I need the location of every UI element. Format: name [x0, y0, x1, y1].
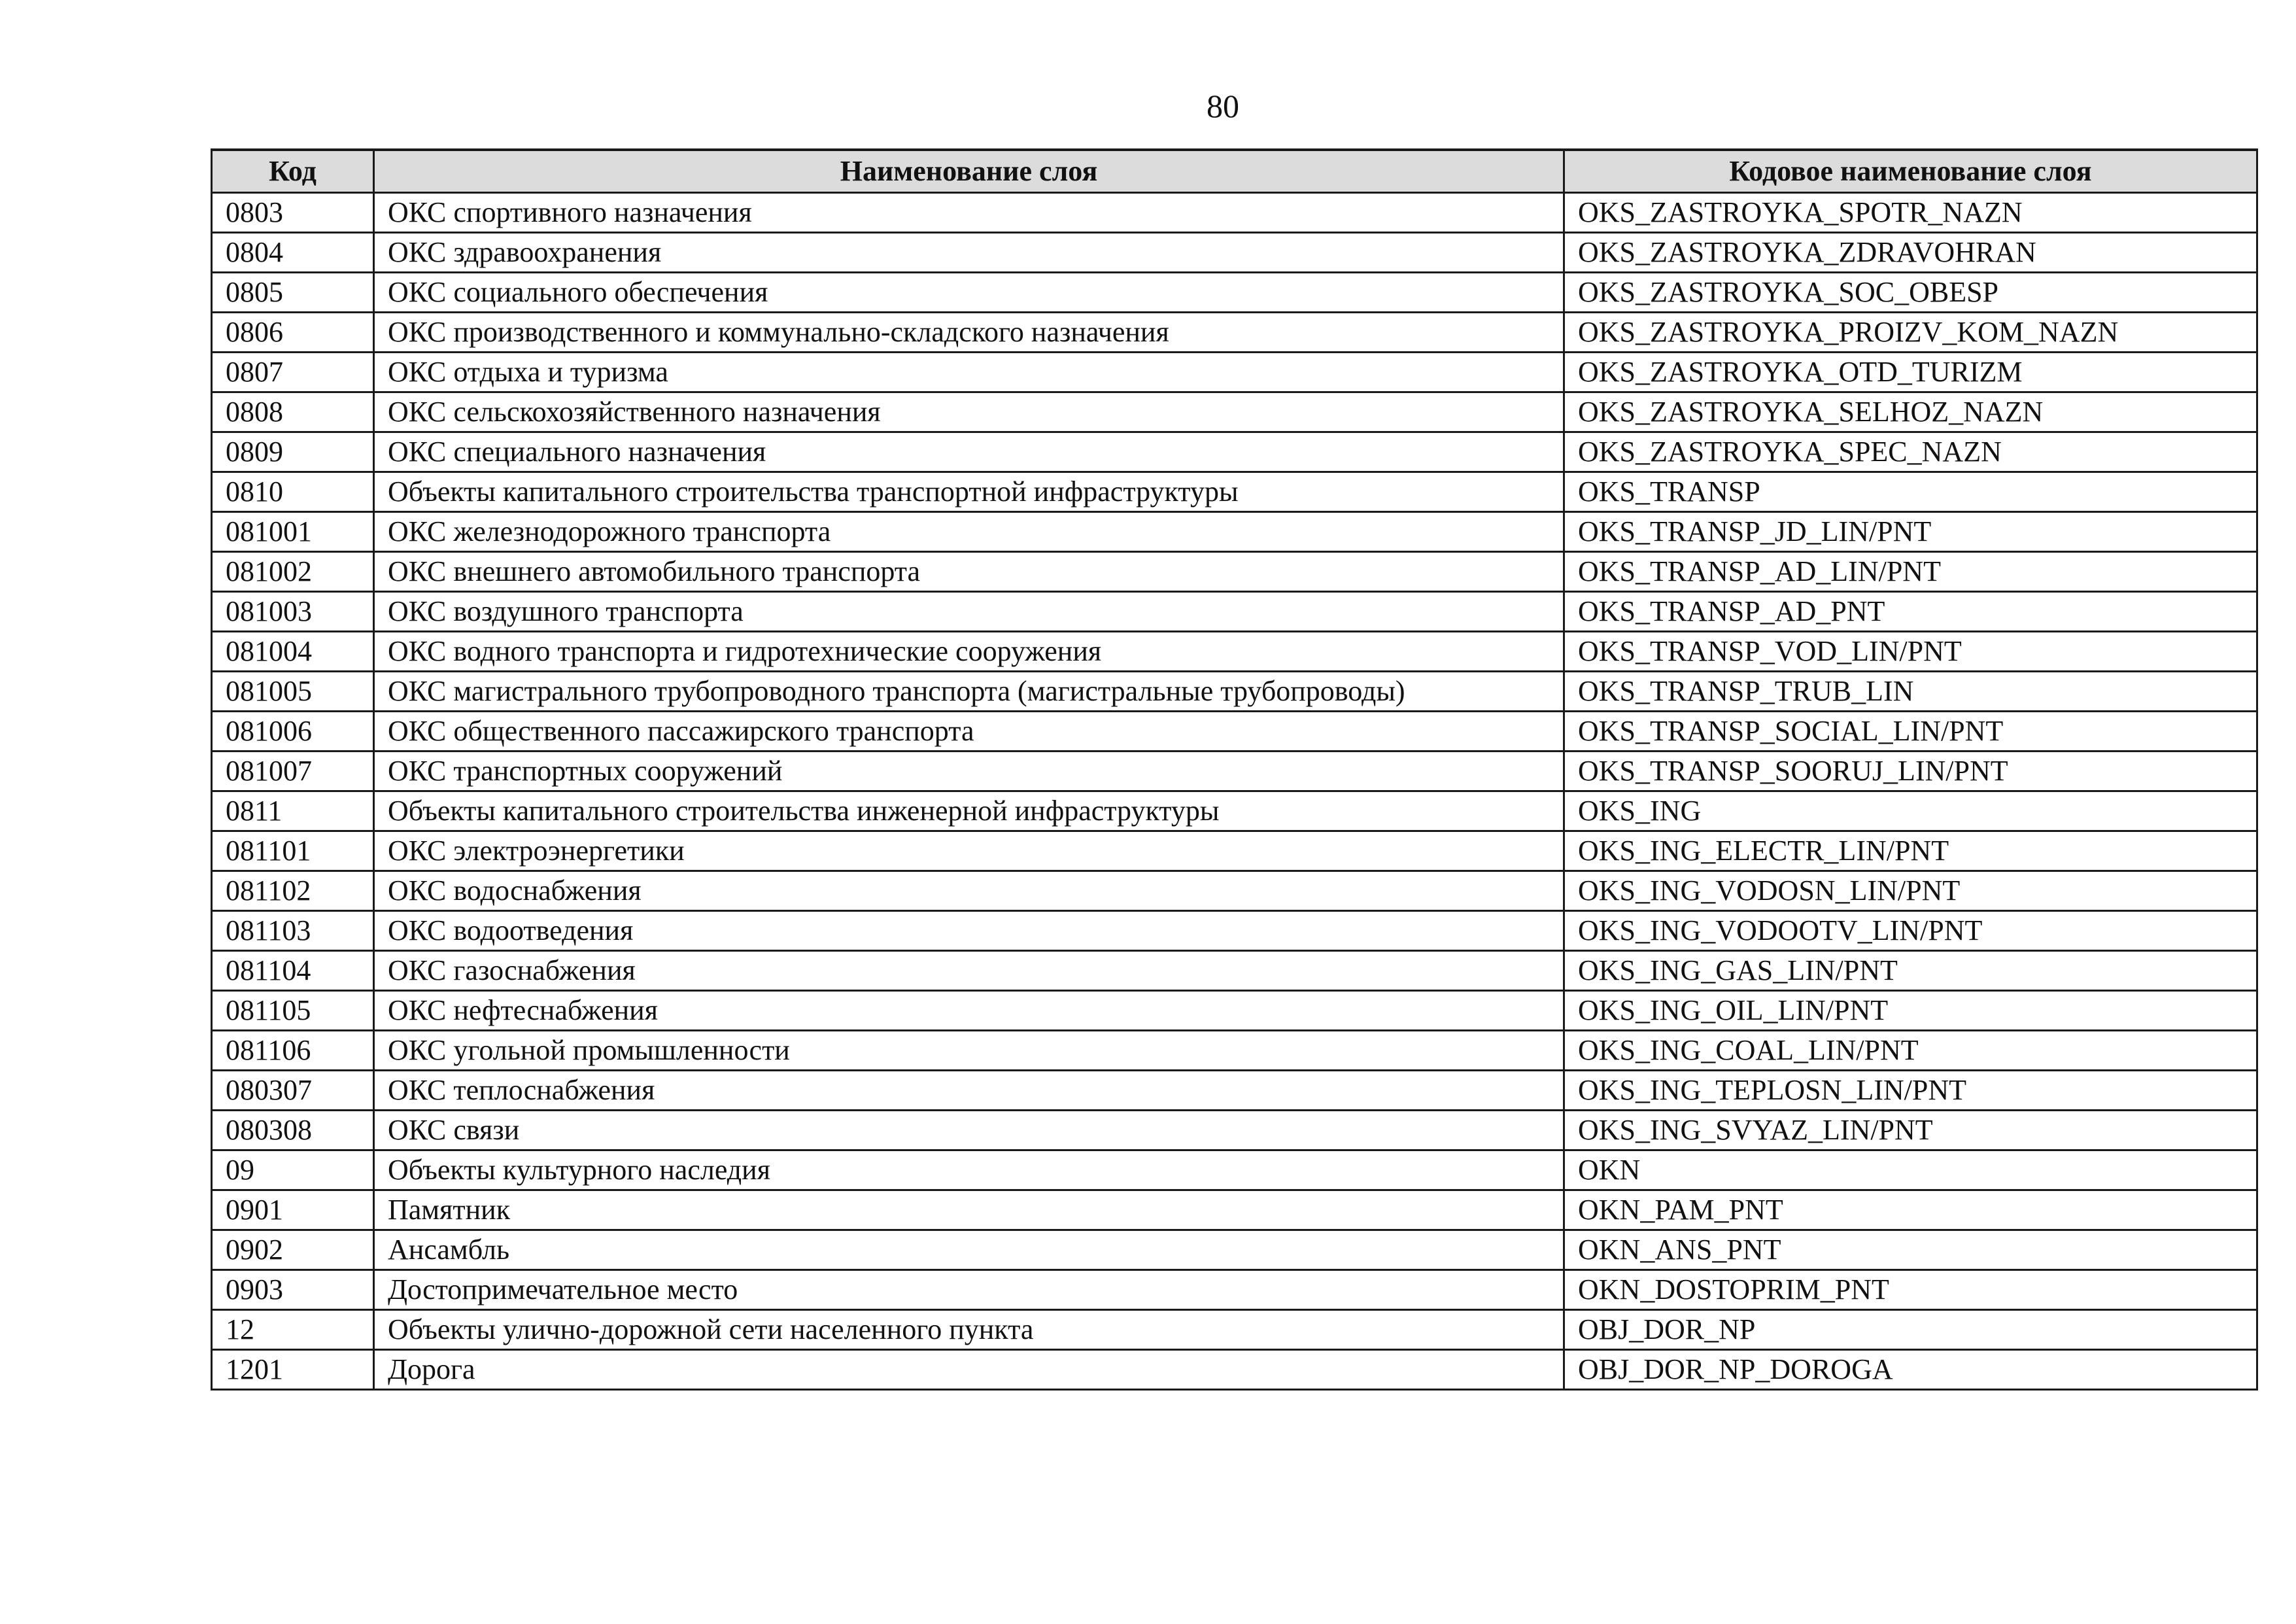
cell-layer-name: ОКС спортивного назначения	[374, 193, 1564, 233]
cell-layer-name: ОКС магистрального трубопроводного транспорта (магистральные трубопроводы)	[374, 672, 1564, 712]
layers-table	[211, 148, 2258, 1391]
table-row	[212, 273, 2257, 313]
cell-layer-code: OKS_TRANSP	[1564, 472, 2257, 512]
table-row	[212, 592, 2257, 632]
cell-layer-code: OKS_ZASTROYKA_SPEC_NAZN	[1564, 432, 2257, 472]
cell-layer-name: ОКС железнодорожного транспорта	[374, 512, 1564, 552]
cell-layer-code: OKN_DOSTOPRIM_PNT	[1564, 1270, 2257, 1310]
table-row	[212, 672, 2257, 712]
cell-code: 0806	[212, 313, 374, 353]
cell-layer-name: ОКС водоотведения	[374, 911, 1564, 951]
cell-layer-code: OKS_ZASTROYKA_PROIZV_KOM_NAZN	[1564, 313, 2257, 353]
cell-code: 0811	[212, 791, 374, 831]
cell-layer-name: Достопримечательное место	[374, 1270, 1564, 1310]
cell-layer-code: OKS_ZASTROYKA_SPOTR_NAZN	[1564, 193, 2257, 233]
cell-layer-name: ОКС социального обеспечения	[374, 273, 1564, 313]
cell-layer-code: OKS_ING_GAS_LIN/PNT	[1564, 951, 2257, 991]
cell-code: 0809	[212, 432, 374, 472]
cell-layer-name: ОКС внешнего автомобильного транспорта	[374, 552, 1564, 592]
table-row	[212, 1270, 2257, 1310]
table-body	[212, 193, 2257, 1390]
cell-layer-code: OKS_ING_COAL_LIN/PNT	[1564, 1031, 2257, 1071]
cell-layer-code: OKS_ING_VODOOTV_LIN/PNT	[1564, 911, 2257, 951]
cell-code: 081002	[212, 552, 374, 592]
table-row	[212, 1031, 2257, 1071]
table-row	[212, 1190, 2257, 1230]
cell-code: 0805	[212, 273, 374, 313]
table-row	[212, 871, 2257, 911]
cell-layer-name: ОКС сельскохозяйственного назначения	[374, 392, 1564, 432]
cell-code: 12	[212, 1310, 374, 1350]
table-row	[212, 911, 2257, 951]
cell-code: 081001	[212, 512, 374, 552]
cell-layer-code: OKN_ANS_PNT	[1564, 1230, 2257, 1270]
cell-layer-name: ОКС связи	[374, 1111, 1564, 1150]
cell-code: 081101	[212, 831, 374, 871]
cell-layer-code: OKS_ING_TEPLOSN_LIN/PNT	[1564, 1071, 2257, 1111]
cell-layer-name: ОКС угольной промышленности	[374, 1031, 1564, 1071]
cell-code: 081103	[212, 911, 374, 951]
cell-layer-name: Объекты улично-дорожной сети населенного пункта	[374, 1310, 1564, 1350]
table-row	[212, 1310, 2257, 1350]
table-row	[212, 472, 2257, 512]
cell-layer-code: OKS_ING_VODOSN_LIN/PNT	[1564, 871, 2257, 911]
cell-layer-name: ОКС газоснабжения	[374, 951, 1564, 991]
cell-code: 081007	[212, 752, 374, 791]
table-row	[212, 712, 2257, 752]
cell-layer-name: Объекты капитального строительства инженерной инфраструктуры	[374, 791, 1564, 831]
table-row	[212, 512, 2257, 552]
cell-layer-name: Памятник	[374, 1190, 1564, 1230]
cell-layer-code: OKS_ZASTROYKA_SELHOZ_NAZN	[1564, 392, 2257, 432]
cell-layer-code: OKS_TRANSP_SOORUJ_LIN/PNT	[1564, 752, 2257, 791]
table-row	[212, 353, 2257, 392]
cell-layer-code: OKS_ZASTROYKA_ZDRAVOHRAN	[1564, 233, 2257, 273]
table-row	[212, 233, 2257, 273]
cell-code: 0902	[212, 1230, 374, 1270]
cell-layer-code: OBJ_DOR_NP_DOROGA	[1564, 1350, 2257, 1390]
cell-code: 09	[212, 1150, 374, 1190]
cell-layer-name: ОКС отдыха и туризма	[374, 353, 1564, 392]
table-row	[212, 991, 2257, 1031]
table-row	[212, 1071, 2257, 1111]
cell-layer-name: ОКС специального назначения	[374, 432, 1564, 472]
cell-code: 081106	[212, 1031, 374, 1071]
cell-layer-code: OKS_ZASTROYKA_OTD_TURIZM	[1564, 353, 2257, 392]
cell-layer-name: Объекты культурного наследия	[374, 1150, 1564, 1190]
cell-code: 0903	[212, 1270, 374, 1310]
table-row	[212, 1350, 2257, 1390]
table-row	[212, 791, 2257, 831]
cell-code: 0807	[212, 353, 374, 392]
cell-layer-code: OKS_ING_ELECTR_LIN/PNT	[1564, 831, 2257, 871]
cell-layer-code: OKS_TRANSP_AD_LIN/PNT	[1564, 552, 2257, 592]
table-row	[212, 831, 2257, 871]
table-row	[212, 432, 2257, 472]
cell-layer-name: ОКС воздушного транспорта	[374, 592, 1564, 632]
cell-code: 0808	[212, 392, 374, 432]
cell-layer-code: OKS_TRANSP_AD_PNT	[1564, 592, 2257, 632]
cell-code: 081006	[212, 712, 374, 752]
cell-layer-name: ОКС электроэнергетики	[374, 831, 1564, 871]
table-row	[212, 552, 2257, 592]
cell-layer-code: OKS_ING_OIL_LIN/PNT	[1564, 991, 2257, 1031]
cell-code: 0804	[212, 233, 374, 273]
cell-code: 080308	[212, 1111, 374, 1150]
cell-code: 0803	[212, 193, 374, 233]
cell-layer-name: ОКС водоснабжения	[374, 871, 1564, 911]
cell-code: 081102	[212, 871, 374, 911]
table-row	[212, 752, 2257, 791]
cell-layer-code: OKN	[1564, 1150, 2257, 1190]
table-row	[212, 1230, 2257, 1270]
table-row	[212, 193, 2257, 233]
cell-code: 081105	[212, 991, 374, 1031]
cell-layer-name: ОКС теплоснабжения	[374, 1071, 1564, 1111]
cell-layer-name: Дорога	[374, 1350, 1564, 1390]
cell-code: 081004	[212, 632, 374, 672]
cell-code: 081005	[212, 672, 374, 712]
cell-layer-code: OKS_ZASTROYKA_SOC_OBESP	[1564, 273, 2257, 313]
cell-code: 1201	[212, 1350, 374, 1390]
header-layer-name: Наименование слоя	[374, 150, 1564, 193]
cell-layer-code: OBJ_DOR_NP	[1564, 1310, 2257, 1350]
cell-layer-code: OKS_TRANSP_VOD_LIN/PNT	[1564, 632, 2257, 672]
cell-code: 0901	[212, 1190, 374, 1230]
cell-layer-name: ОКС водного транспорта и гидротехнические сооружения	[374, 632, 1564, 672]
table-header-row	[212, 150, 2257, 193]
cell-layer-code: OKN_PAM_PNT	[1564, 1190, 2257, 1230]
cell-layer-name: Объекты капитального строительства транспортной инфраструктуры	[374, 472, 1564, 512]
cell-layer-code: OKS_TRANSP_SOCIAL_LIN/PNT	[1564, 712, 2257, 752]
cell-code: 081003	[212, 592, 374, 632]
table-row	[212, 951, 2257, 991]
header-layer-code: Кодовое наименование слоя	[1564, 150, 2257, 193]
page-number: 80	[1207, 88, 1239, 124]
table-row	[212, 313, 2257, 353]
cell-layer-name: ОКС транспортных сооружений	[374, 752, 1564, 791]
table-row	[212, 1111, 2257, 1150]
cell-layer-code: OKS_TRANSP_TRUB_LIN	[1564, 672, 2257, 712]
cell-layer-code: OKS_ING_SVYAZ_LIN/PNT	[1564, 1111, 2257, 1150]
cell-layer-name: ОКС нефтеснабжения	[374, 991, 1564, 1031]
cell-code: 0810	[212, 472, 374, 512]
cell-layer-name: ОКС производственного и коммунально-складского назначения	[374, 313, 1564, 353]
table-row	[212, 392, 2257, 432]
cell-layer-code: OKS_ING	[1564, 791, 2257, 831]
cell-code: 081104	[212, 951, 374, 991]
cell-code: 080307	[212, 1071, 374, 1111]
cell-layer-name: ОКС здравоохранения	[374, 233, 1564, 273]
table-row	[212, 632, 2257, 672]
header-code: Код	[212, 150, 374, 193]
table-row	[212, 1150, 2257, 1190]
cell-layer-name: ОКС общественного пассажирского транспорта	[374, 712, 1564, 752]
cell-layer-code: OKS_TRANSP_JD_LIN/PNT	[1564, 512, 2257, 552]
cell-layer-name: Ансамбль	[374, 1230, 1564, 1270]
